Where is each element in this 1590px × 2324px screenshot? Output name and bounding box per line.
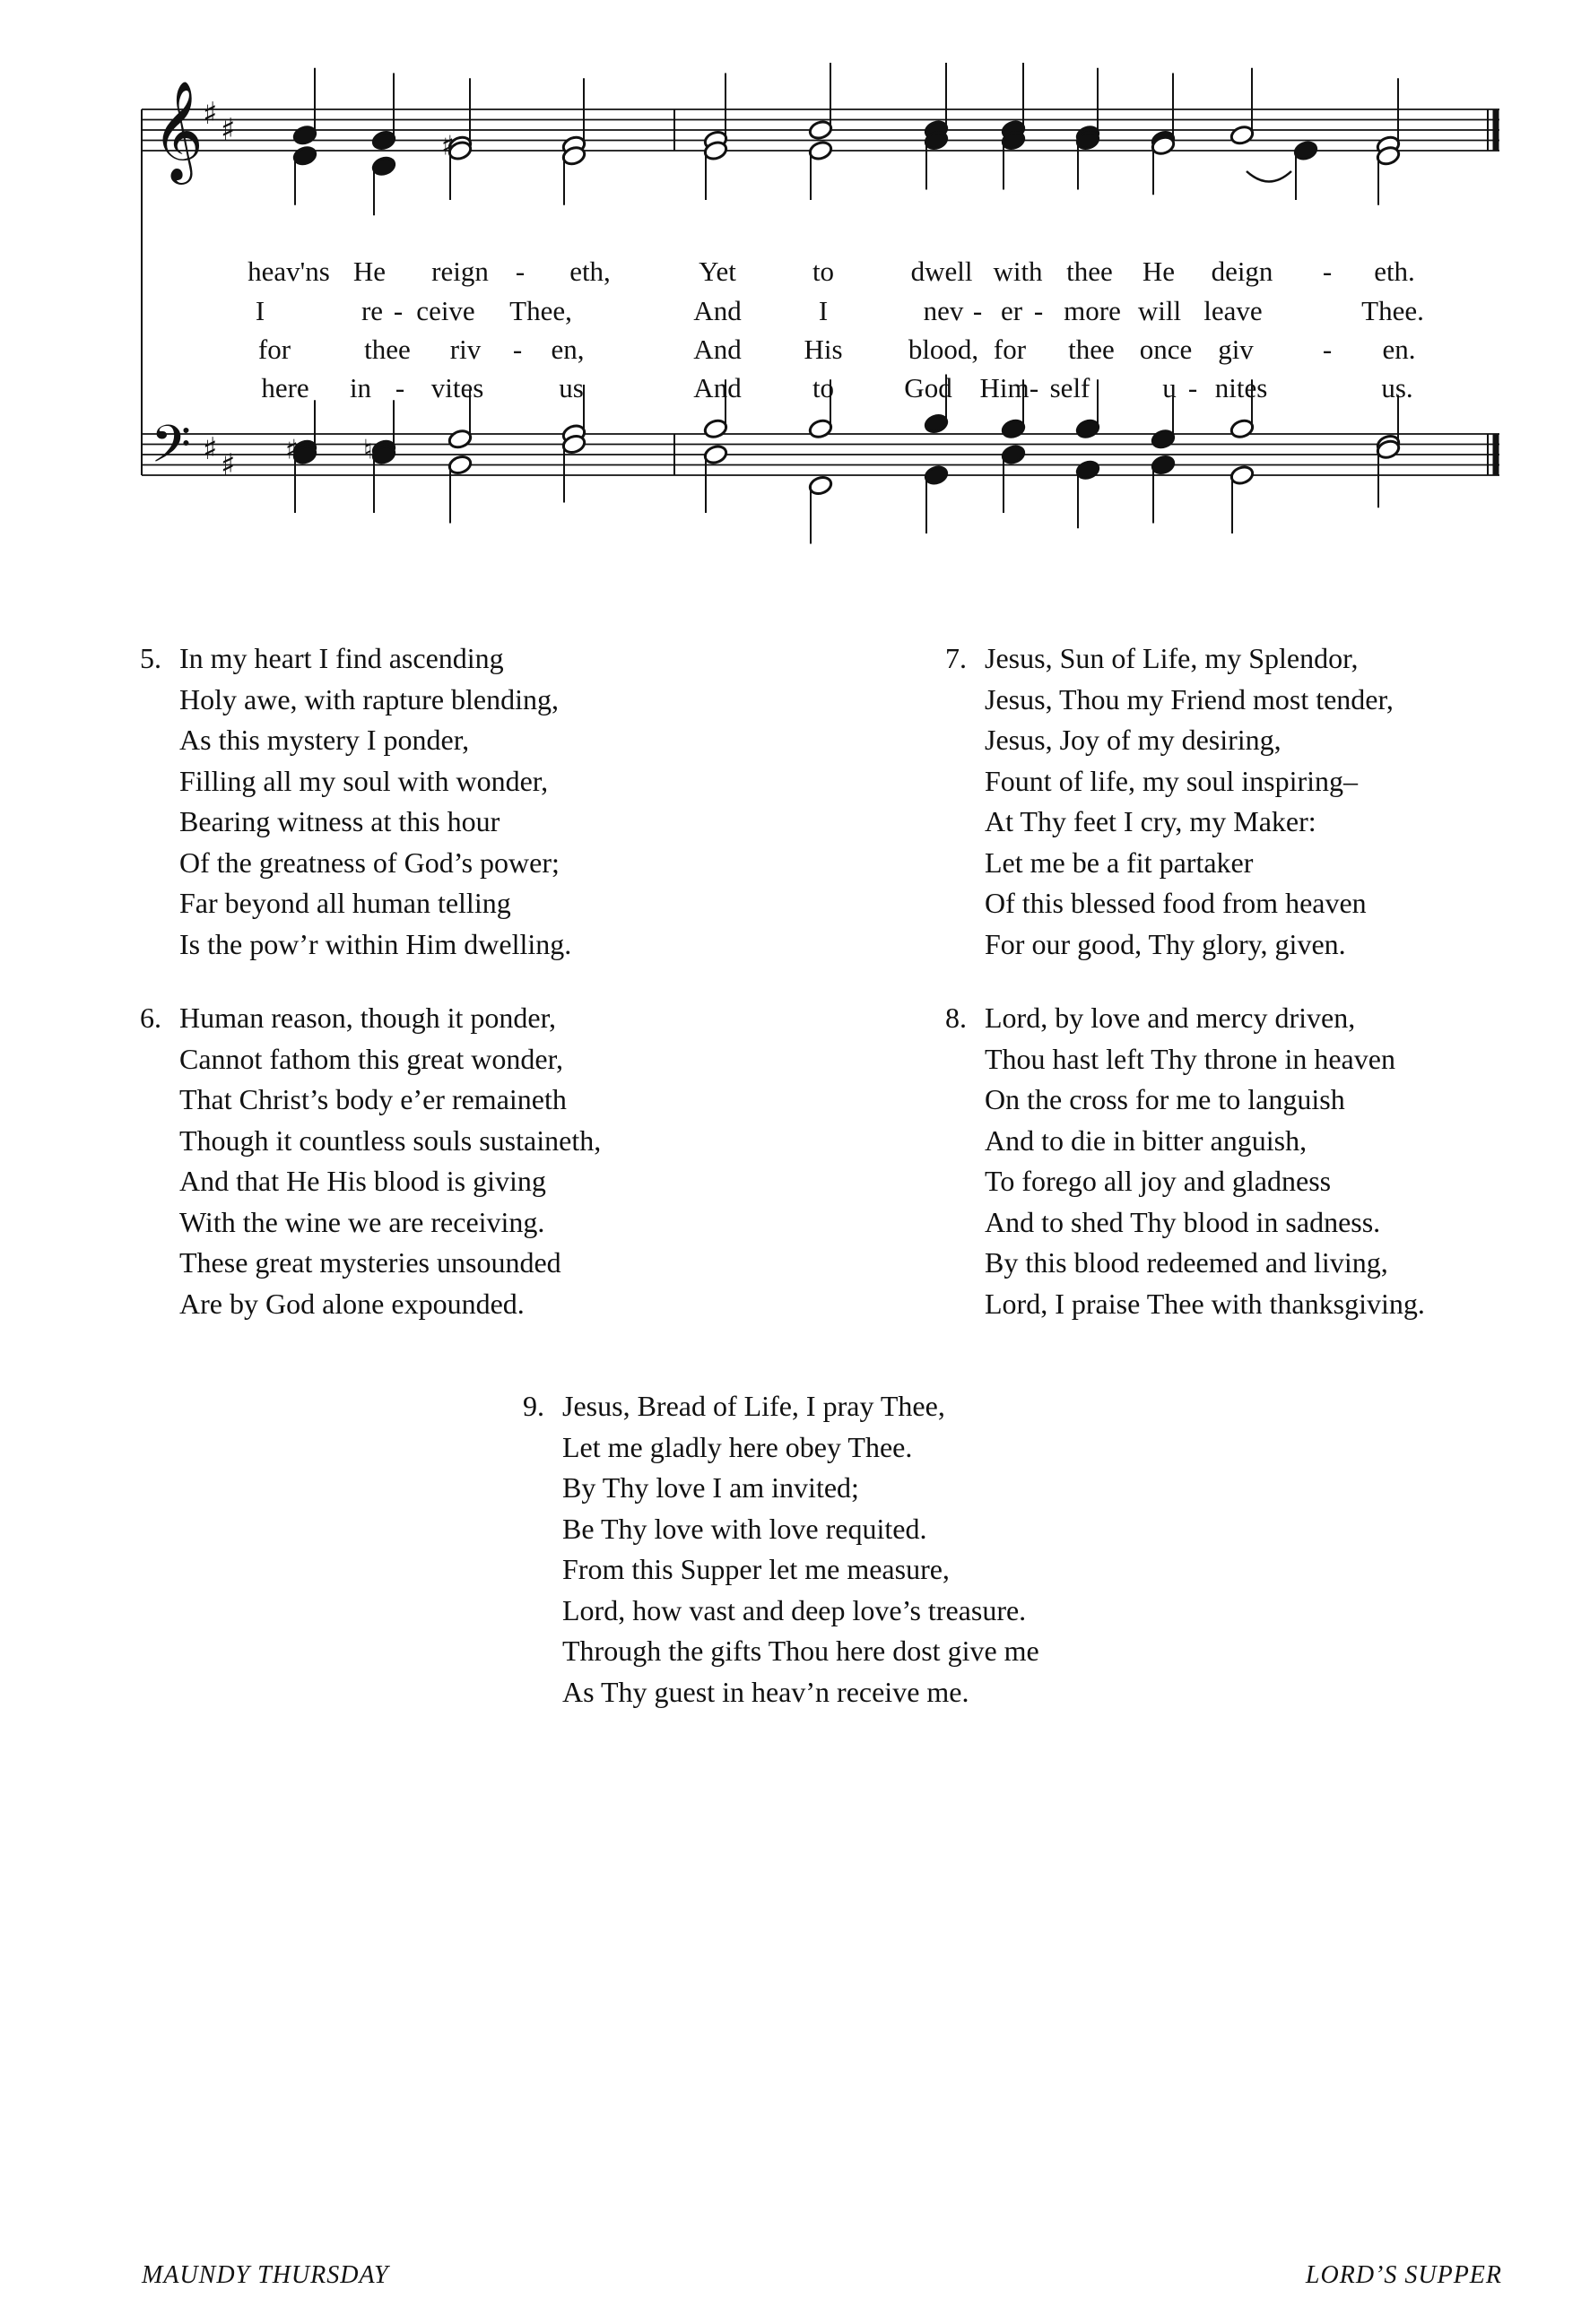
- syllable: -: [393, 295, 404, 326]
- note-head: [1229, 125, 1255, 146]
- syllable: u: [1162, 372, 1177, 403]
- sharp-sign: ♯: [203, 96, 218, 132]
- verse-line: For our good, Thy glory, given.: [985, 927, 1346, 960]
- verse-line: Filling all my soul with wonder,: [179, 764, 549, 797]
- syllable: I: [255, 295, 265, 326]
- verse-line: And to shed Thy blood in sadness.: [985, 1205, 1381, 1238]
- verse-line: Be Thy love with love requited.: [562, 1512, 927, 1545]
- verse-7: [945, 638, 1394, 965]
- note-head: [1151, 454, 1176, 475]
- syllable: will: [1137, 295, 1182, 326]
- verse-line: Lord, I praise Thee with thanksgiving.: [985, 1287, 1425, 1320]
- verse-line: Let me gladly here obey Thee.: [562, 1430, 913, 1463]
- lyric-row-3: [0, 332, 1590, 368]
- note-head: [808, 140, 833, 161]
- syllable: He: [352, 256, 387, 287]
- verse-line: These great mysteries unsounded: [179, 1246, 561, 1279]
- syllable: er: [1000, 295, 1023, 326]
- syllable: -: [1029, 372, 1039, 403]
- syllable: en,: [551, 334, 585, 365]
- syllable: nev: [923, 295, 964, 326]
- verse-number: 5.: [140, 642, 161, 674]
- syllable: re: [361, 295, 384, 326]
- syllable: heav'ns: [248, 256, 330, 287]
- syllable: -: [515, 256, 526, 287]
- syllable: Yet: [699, 256, 736, 287]
- verse-9: [523, 1386, 1039, 1713]
- syllable: -: [512, 334, 523, 365]
- syllable: eth,: [569, 256, 611, 287]
- note-head: [1151, 429, 1176, 450]
- syllable: thee: [1068, 334, 1115, 365]
- syllable: -: [1322, 256, 1333, 287]
- syllable: nites: [1214, 372, 1268, 403]
- note-head: [1001, 444, 1026, 465]
- accidental-sign: ♮: [363, 434, 373, 466]
- syllable: Thee.: [1361, 295, 1424, 326]
- accidental-sign: ♯: [285, 434, 299, 466]
- syllable: thee: [1066, 256, 1113, 287]
- verse-line: As Thy guest in heav’n receive me.: [562, 1675, 969, 1708]
- verse-6: [140, 998, 602, 1324]
- verse-line: Jesus, Sun of Life, my Splendor,: [985, 642, 1359, 674]
- syllable: en.: [1382, 334, 1416, 365]
- verse-line: By this blood redeemed and living,: [985, 1246, 1388, 1279]
- verse-line: Jesus, Joy of my desiring,: [985, 724, 1282, 756]
- syllable: self: [1049, 372, 1090, 403]
- verse-8: [945, 998, 1425, 1324]
- syllable: Thee,: [509, 295, 572, 326]
- verse-line: To forego all joy and gladness: [985, 1165, 1332, 1197]
- syllable: ceive: [416, 295, 475, 326]
- verse-line: Thou hast left Thy throne in heaven: [985, 1042, 1395, 1075]
- syllable: us: [559, 372, 584, 403]
- syllable: -: [1033, 295, 1044, 326]
- verse-line: Lord, by love and mercy driven,: [985, 1002, 1356, 1034]
- verse-line: Though it countless souls sustaineth,: [179, 1123, 602, 1157]
- note-head: [1001, 418, 1026, 439]
- note-head: [292, 145, 317, 167]
- verse-line: Fount of life, my soul inspiring–: [985, 764, 1358, 797]
- syllable: blood,: [908, 334, 979, 365]
- syllable: eth.: [1374, 256, 1415, 287]
- lyric-row-4: [0, 370, 1590, 406]
- verse-line: Far beyond all human telling: [179, 887, 511, 919]
- syllable: for: [257, 334, 291, 365]
- syllable: giv: [1218, 334, 1254, 365]
- verse-line: Bearing witness at this hour: [179, 805, 500, 837]
- verse-line: On the cross for me to languish: [985, 1083, 1345, 1115]
- note-head: [1229, 464, 1255, 486]
- note-head: [1293, 140, 1318, 161]
- verse-line: Is the pow’r within Him dwelling.: [179, 927, 572, 960]
- verse-line: Through the gifts Thou here dost give me: [562, 1635, 1039, 1667]
- sharp-sign: ♯: [203, 431, 218, 467]
- note-head: [292, 125, 317, 146]
- lyric-row-2: [0, 293, 1590, 329]
- syllable: once: [1139, 334, 1193, 365]
- note-head: [371, 155, 396, 177]
- syllable: dwell: [910, 256, 973, 287]
- syllable: for: [993, 334, 1027, 365]
- footer-left: MAUNDY THURSDAY: [142, 2261, 389, 2289]
- syllable: to: [812, 372, 835, 403]
- verse-line: Holy awe, with rapture blending,: [179, 682, 559, 715]
- verse-number: 8.: [945, 1002, 967, 1034]
- syllable: us.: [1381, 372, 1413, 403]
- verse-line: By Thy love I am invited;: [562, 1471, 859, 1504]
- verse-line: Jesus, Bread of Life, I pray Thee,: [562, 1390, 945, 1422]
- verse-line: Are by God alone expounded.: [179, 1287, 525, 1320]
- verse-line: Let me be a fit partaker: [985, 845, 1254, 879]
- verse-line: And to die in bitter anguish,: [985, 1123, 1308, 1157]
- verse-line: At Thy feet I cry, my Maker:: [985, 805, 1316, 837]
- syllable: -: [1187, 372, 1198, 403]
- verse-line: Of this blessed food from heaven: [985, 887, 1367, 919]
- syllable: I: [818, 295, 829, 326]
- slur: [1247, 171, 1291, 182]
- verse-number: 9.: [523, 1390, 544, 1422]
- note-head: [1229, 418, 1255, 439]
- verse-line: From this Supper let me measure,: [562, 1553, 950, 1585]
- syllable: thee: [364, 334, 411, 365]
- syllable: God: [904, 372, 952, 403]
- note-head: [924, 412, 949, 434]
- verse-line: Human reason, though it ponder,: [179, 1002, 556, 1034]
- bass-clef: 𝄢: [151, 413, 192, 488]
- note-head: [703, 418, 728, 439]
- sharp-sign: ♯: [221, 112, 236, 148]
- syllable: deign: [1211, 256, 1273, 287]
- syllable: -: [972, 295, 983, 326]
- syllable: vites: [430, 372, 484, 403]
- footer-right: LORD’S SUPPER: [1305, 2261, 1502, 2289]
- verse-line: Of the greatness of God’s power;: [179, 845, 560, 879]
- music-score: [0, 0, 1590, 583]
- syllable: And: [693, 295, 742, 326]
- verse-line: As this mystery I ponder,: [179, 724, 470, 756]
- syllable: leave: [1203, 295, 1263, 326]
- note-head: [371, 129, 396, 151]
- note-head: [1075, 459, 1100, 481]
- syllable: here: [261, 372, 309, 403]
- syllable: -: [395, 372, 405, 403]
- verse-line: Jesus, Thou my Friend most tender,: [985, 682, 1394, 715]
- verse-line: Lord, how vast and deep love’s treasure.: [562, 1593, 1027, 1626]
- syllable: His: [804, 334, 843, 365]
- note-head: [1075, 418, 1100, 439]
- syllable: to: [812, 256, 835, 287]
- note-head: [447, 429, 473, 450]
- note-head: [703, 444, 728, 465]
- syllable: with: [993, 256, 1043, 287]
- verse-number: 6.: [140, 1002, 161, 1034]
- verse-5: [140, 638, 572, 965]
- note-head: [924, 464, 949, 486]
- note-head: [808, 418, 833, 439]
- syllable: more: [1064, 295, 1121, 326]
- verse-line: Cannot fathom this great wonder,: [179, 1042, 563, 1075]
- verse-line: That Christ’s body e’er remaineth: [179, 1083, 567, 1115]
- syllable: And: [693, 372, 742, 403]
- syllable: -: [1322, 334, 1333, 365]
- syllable: riv: [449, 334, 482, 365]
- syllable: reign: [431, 256, 489, 287]
- verse-line: And that He His blood is giving: [179, 1165, 546, 1197]
- note-head: [808, 474, 833, 496]
- lyric-row-1: [0, 254, 1590, 290]
- sharp-sign: ♯: [221, 447, 236, 483]
- syllable: He: [1142, 256, 1176, 287]
- syllable: in: [349, 372, 372, 403]
- verse-line: In my heart I find ascending: [179, 642, 504, 674]
- sharp-sign: ♯: [441, 130, 455, 162]
- verse-line: With the wine we are receiving.: [179, 1205, 545, 1238]
- note-head: [447, 454, 473, 475]
- syllable: And: [693, 334, 742, 365]
- syllable: Him: [979, 372, 1030, 403]
- treble-clef: 𝄞: [152, 80, 204, 180]
- verse-number: 7.: [945, 642, 967, 674]
- note-head: [808, 119, 833, 141]
